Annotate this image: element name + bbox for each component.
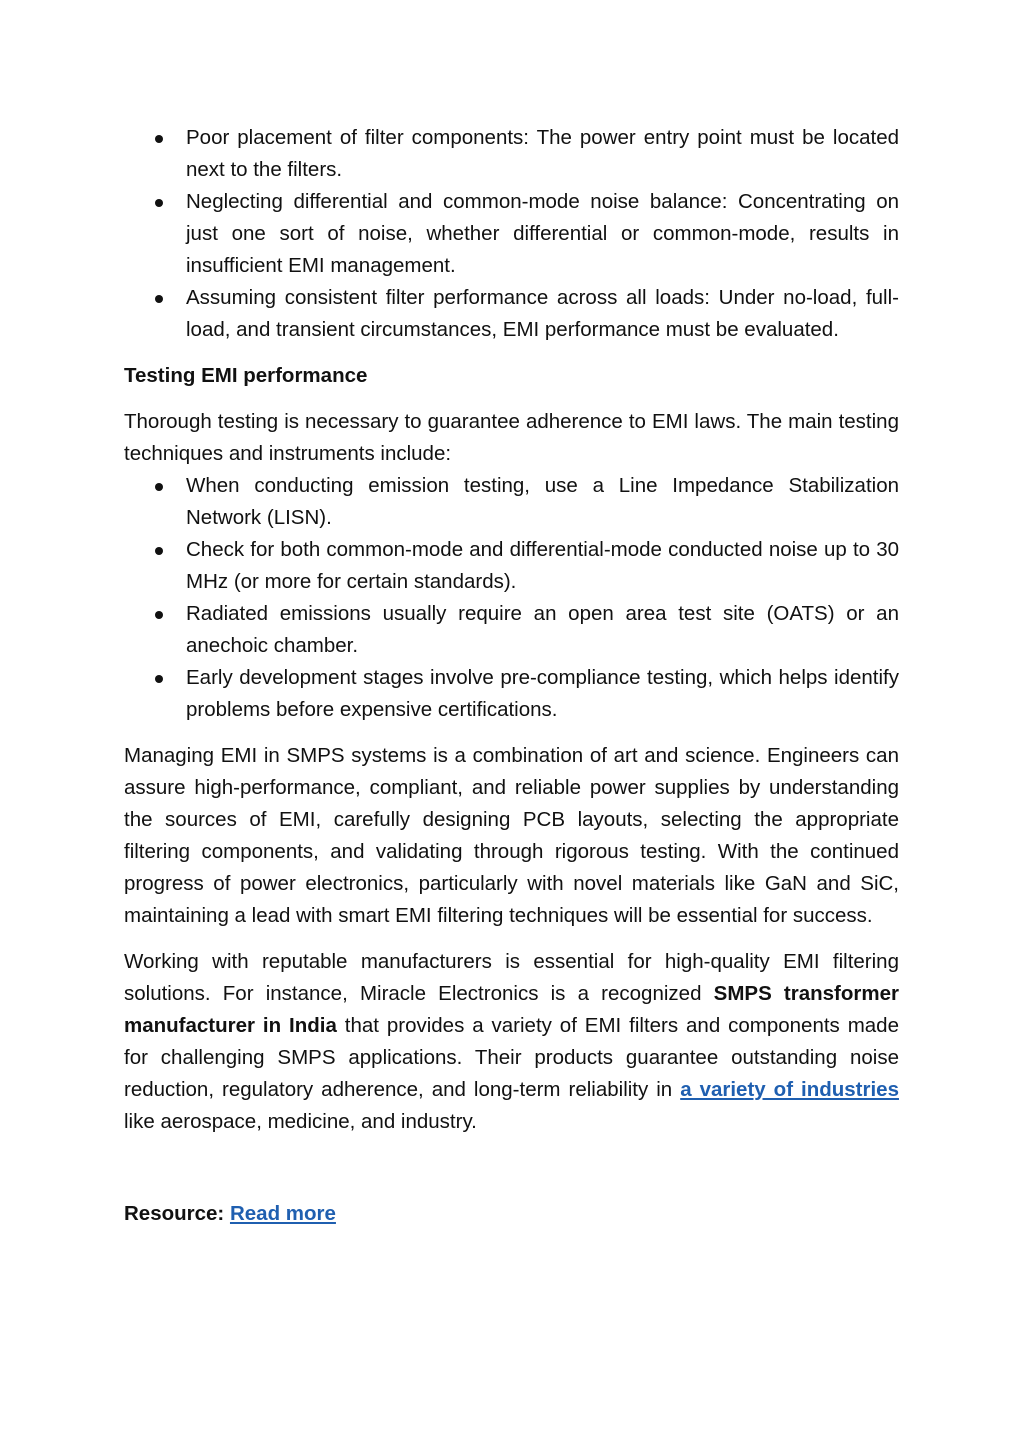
- bullet-icon: [155, 483, 163, 491]
- list-item: Early development stages involve pre-compliance testing, which helps identify problems before expensive certifications.: [124, 662, 899, 726]
- list-item: Neglecting differential and common-mode noise balance: Concentrating on just one sort of noise, whether differential or common-mode, results in insufficient EMI management.: [124, 186, 899, 282]
- document-page: [124, 122, 899, 1230]
- industries-link[interactable]: a variety of industries: [680, 1078, 899, 1101]
- bullet-icon: [155, 135, 163, 143]
- list-item: Check for both common-mode and differential-mode conducted noise up to 30 MHz (or more for certain standards).: [124, 534, 899, 598]
- list-item: Poor placement of filter components: The power entry point must be located next to the filters.: [124, 122, 899, 186]
- bullet-icon: [155, 295, 163, 303]
- testing-list: [124, 470, 899, 726]
- bullet-icon: [155, 611, 163, 619]
- section-heading: Testing EMI performance: [124, 364, 368, 387]
- conclusion-paragraph: Managing EMI in SMPS systems is a combination of art and science. Engineers can assure high-performance, compliant, and reliable power supplies by understanding the sources of EMI, carefully designing PCB layouts, selecting the appropriate filtering components, and validating through rigorous testing. With the continued progress of power electronics, particularly with novel materials like GaN and SiC, maintaining a lead with smart EMI filtering techniques will be essential for success.: [124, 744, 899, 927]
- list-item: Assuming consistent filter performance across all loads: Under no-load, full-load, and transient circumstances, EMI performance must be evaluated.: [124, 282, 899, 346]
- bullet-icon: [155, 199, 163, 207]
- manufacturer-paragraph: Working with reputable manufacturers is essential for high-quality EMI filtering solutions. For instance, Miracle Electronics is a recognized SMPS transformer manufacturer in India that provides a variety of EMI filters and components made for challenging SMPS applications. Their products guarantee outstanding noise reduction, regulatory adherence, and long-term reliability in a variety of industries like aerospace, medicine, and industry.: [124, 950, 899, 1133]
- bullet-icon: [155, 547, 163, 555]
- intro-paragraph: Thorough testing is necessary to guarantee adherence to EMI laws. The main testing techniques and instruments include:: [124, 410, 899, 465]
- resource-label: Resource:: [124, 1202, 225, 1225]
- pitfalls-list: [124, 122, 899, 346]
- read-more-link[interactable]: Read more: [229, 1202, 336, 1225]
- list-item: When conducting emission testing, use a Line Impedance Stabilization Network (LISN).: [124, 470, 899, 534]
- bullet-icon: [155, 675, 163, 683]
- resource-line: [124, 1198, 899, 1230]
- bold-phrase: SMPS transformer manufacturer in India: [124, 982, 899, 1037]
- list-item: Radiated emissions usually require an open area test site (OATS) or an anechoic chamber.: [124, 598, 899, 662]
